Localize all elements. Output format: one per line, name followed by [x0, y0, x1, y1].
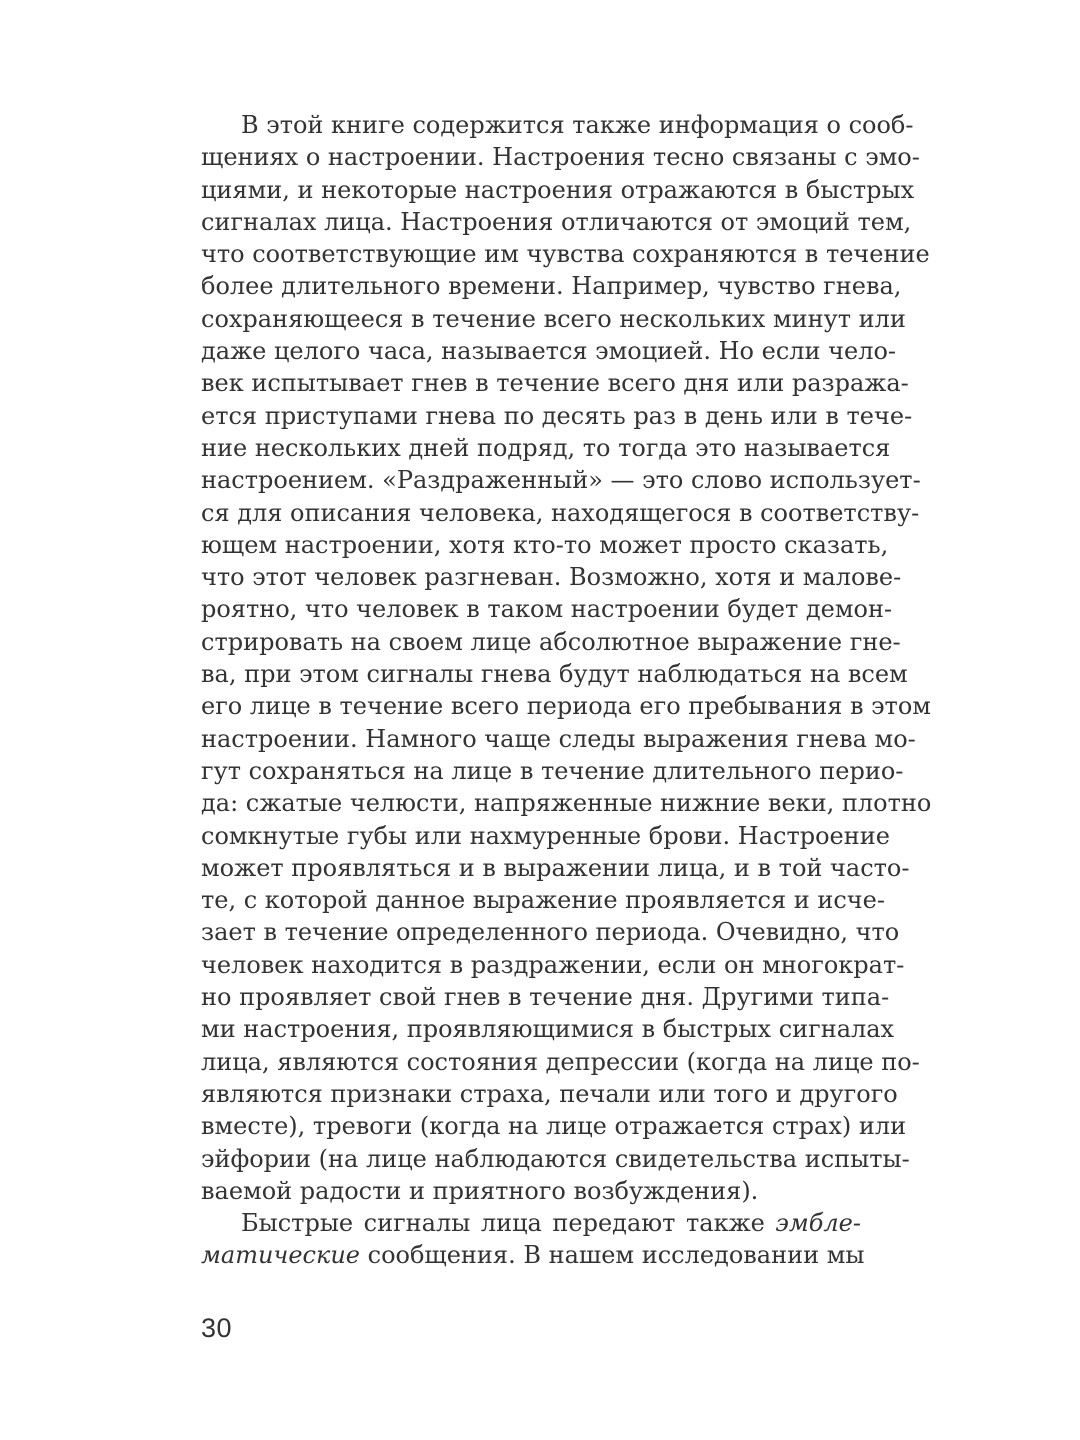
text-line: зает в течение определенного периода. Очевидно, что: [201, 918, 900, 947]
text-line: щениях о настроении. Настроения тесно связаны с эмо-: [201, 143, 920, 172]
text-line: гут сохраняться на лице в течение длительного перио-: [201, 756, 904, 785]
body-text: [201, 109, 932, 1272]
text-line: [201, 1239, 865, 1271]
text-line: может проявляться и в выражении лица, и в той часто-: [201, 853, 910, 882]
text-line: стрировать на своем лице абсолютное выражение гне-: [201, 627, 901, 656]
text-line: ся для описания человека, находящегося в соответству-: [201, 498, 920, 527]
text-line: но проявляет свой гнев в течение дня. Другими типа-: [201, 983, 890, 1012]
text-line: более длительного времени. Например, чувство гнева,: [201, 272, 902, 301]
text-line: сомкнутые губы или нахмуренные брови. Настроение: [201, 821, 890, 850]
text-line: настроении. Намного чаще следы выражения гнева мо-: [201, 724, 916, 753]
text-line: человек находится в раздражении, если он многократ-: [201, 950, 905, 979]
text-line: век испытывает гнев в течение всего дня или разража-: [201, 369, 909, 398]
text-line: да: сжатые челюсти, напряженные нижние веки, плотно: [201, 789, 932, 818]
text-line: ющем настроении, хотя кто-то может просто сказать,: [201, 530, 889, 559]
text-line: роятно, что человек в таком настроении будет демон-: [201, 595, 893, 624]
text-line: лица, являются состояния депрессии (когда на лице по-: [201, 1047, 920, 1076]
text-line: являются признаки страха, печали или того и другого: [201, 1079, 898, 1108]
text-line: что соответствующие им чувства сохраняются в течение: [201, 240, 930, 269]
text-line: ется приступами гнева по десять раз в день или в тече-: [201, 401, 913, 430]
italic-term: матические: [201, 1241, 360, 1270]
text-line: В этой книге содержится также информация о сооб-: [241, 111, 914, 139]
text-line: ние нескольких дней подряд, то тогда это называется: [201, 433, 891, 462]
italic-term: эмбле-: [775, 1209, 861, 1238]
text-line: ми настроения, проявляющимися в быстрых сигналах: [201, 1015, 895, 1044]
text-line: настроением. «Раздраженный» — это слово использует-: [201, 466, 921, 495]
text-line: [201, 1207, 861, 1239]
text-line: его лице в течение всего периода его пребывания в этом: [201, 692, 931, 721]
text-line: те, с которой данное выражение проявляется и исче-: [201, 886, 885, 915]
text-line: вместе), тревоги (когда на лице отражается страх) или: [201, 1112, 907, 1141]
text-line: сохраняющееся в течение всего нескольких минут или: [201, 304, 906, 333]
text-span: Быстрые сигналы лица передают также: [241, 1209, 776, 1238]
text-line: циями, и некоторые настроения отражаются в быстрых: [201, 175, 915, 204]
text-line: эйфории (на лице наблюдаются свидетельства испыты-: [201, 1144, 910, 1173]
text-span: сообщения. В нашем исследовании мы: [360, 1241, 865, 1270]
text-line: даже целого часа, называется эмоцией. Но если чело-: [201, 337, 897, 366]
text-line: ва, при этом сигналы гнева будут наблюдаться на всем: [201, 660, 908, 689]
text-line: что этот человек разгневан. Возможно, хотя и малове-: [201, 563, 902, 592]
page-number: 30: [201, 1313, 233, 1343]
text-line: ваемой радости и приятного возбуждения).: [201, 1176, 759, 1205]
text-line: сигналах лица. Настроения отличаются от эмоций тем,: [201, 207, 912, 236]
